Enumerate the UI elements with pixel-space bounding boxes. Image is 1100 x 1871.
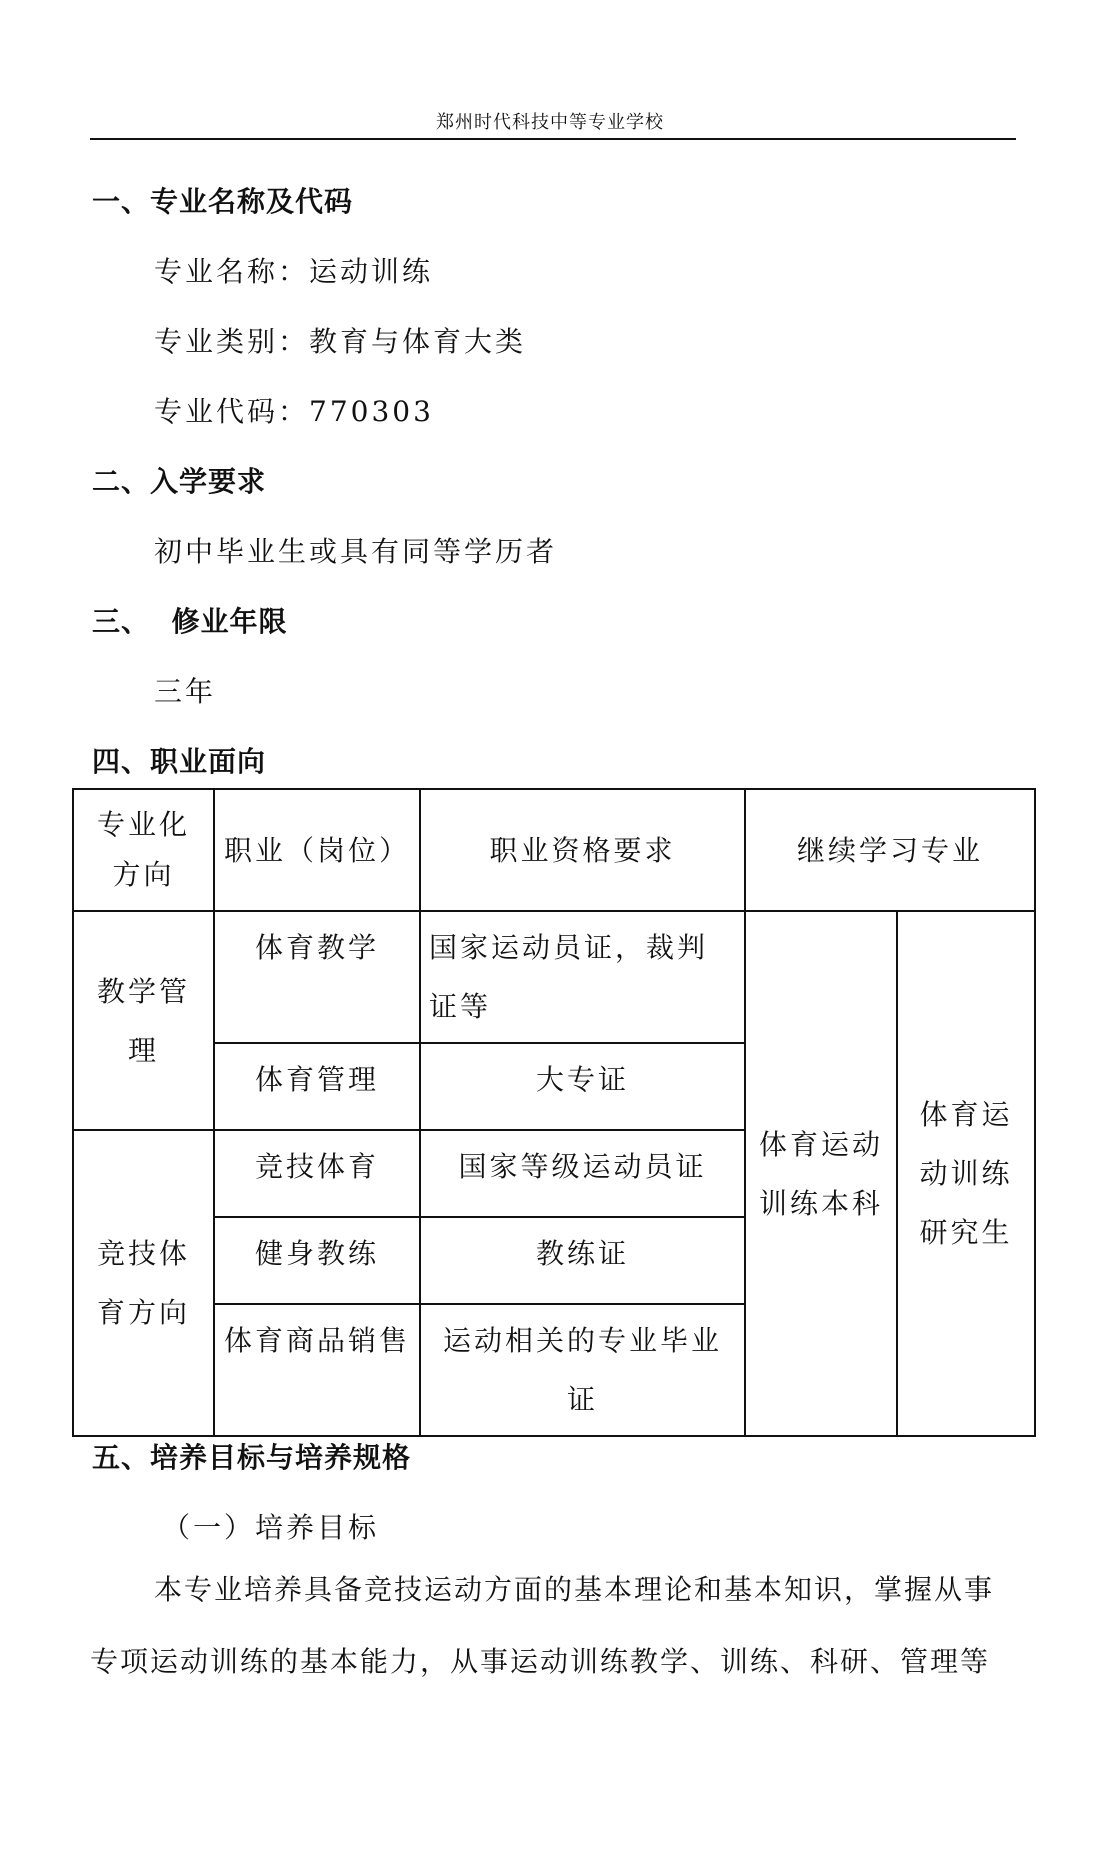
table-row [73, 911, 1035, 1043]
further-study-cell: 体育运动训练本科 [745, 911, 897, 1436]
requirement-cell: 大专证 [420, 1043, 745, 1130]
requirement-cell: 国家等级运动员证 [420, 1130, 745, 1217]
requirement-cell: 教练证 [420, 1217, 745, 1304]
job-cell: 竞技体育 [214, 1130, 420, 1217]
header-requirement: 职业资格要求 [420, 789, 745, 911]
job-cell: 健身教练 [214, 1217, 420, 1304]
header-divider [90, 138, 1016, 140]
direction-cell: 教学管理 [73, 911, 214, 1130]
major-name: 专业名称：运动训练 [154, 255, 434, 288]
major-code: 专业代码：770303 [154, 395, 434, 428]
training-objective-paragraph: 本专业培养具备竞技运动方面的基本理论和基本知识，掌握从事专项运动训练的基本能力，从事运动训练教学、训练、科研、管理等 [90, 1573, 995, 1678]
requirement-cell: 国家运动员证，裁判证等 [420, 911, 745, 1043]
requirement-cell: 运动相关的专业毕业证 [420, 1304, 745, 1436]
career-table [72, 788, 1036, 1437]
section-5-subtitle: （一）培养目标 [162, 1511, 380, 1544]
job-cell: 体育管理 [214, 1043, 420, 1130]
section-4-title: 四、职业面向 [92, 745, 267, 778]
job-cell: 体育教学 [214, 911, 420, 1043]
header-job: 职业（岗位） [214, 789, 420, 911]
section-3-title: 三、 修业年限 [92, 605, 288, 638]
job-cell: 体育商品销售 [214, 1304, 420, 1436]
header-direction: 专业化方向 [73, 789, 214, 911]
section-1-title: 一、专业名称及代码 [92, 185, 354, 218]
direction-cell: 竞技体育方向 [73, 1130, 214, 1436]
study-duration: 三年 [154, 675, 217, 708]
header-further-study: 继续学习专业 [745, 789, 1035, 911]
section-2-title: 二、入学要求 [92, 465, 267, 498]
section-5-title: 五、培养目标与培养规格 [92, 1441, 412, 1474]
table-header-row [73, 789, 1035, 911]
major-category: 专业类别：教育与体育大类 [154, 325, 527, 358]
further-study-cell: 体育运动训练研究生 [897, 911, 1035, 1436]
page-header: 郑州时代科技中等专业学校 [436, 112, 664, 133]
admission-requirement: 初中毕业生或具有同等学历者 [154, 535, 558, 568]
